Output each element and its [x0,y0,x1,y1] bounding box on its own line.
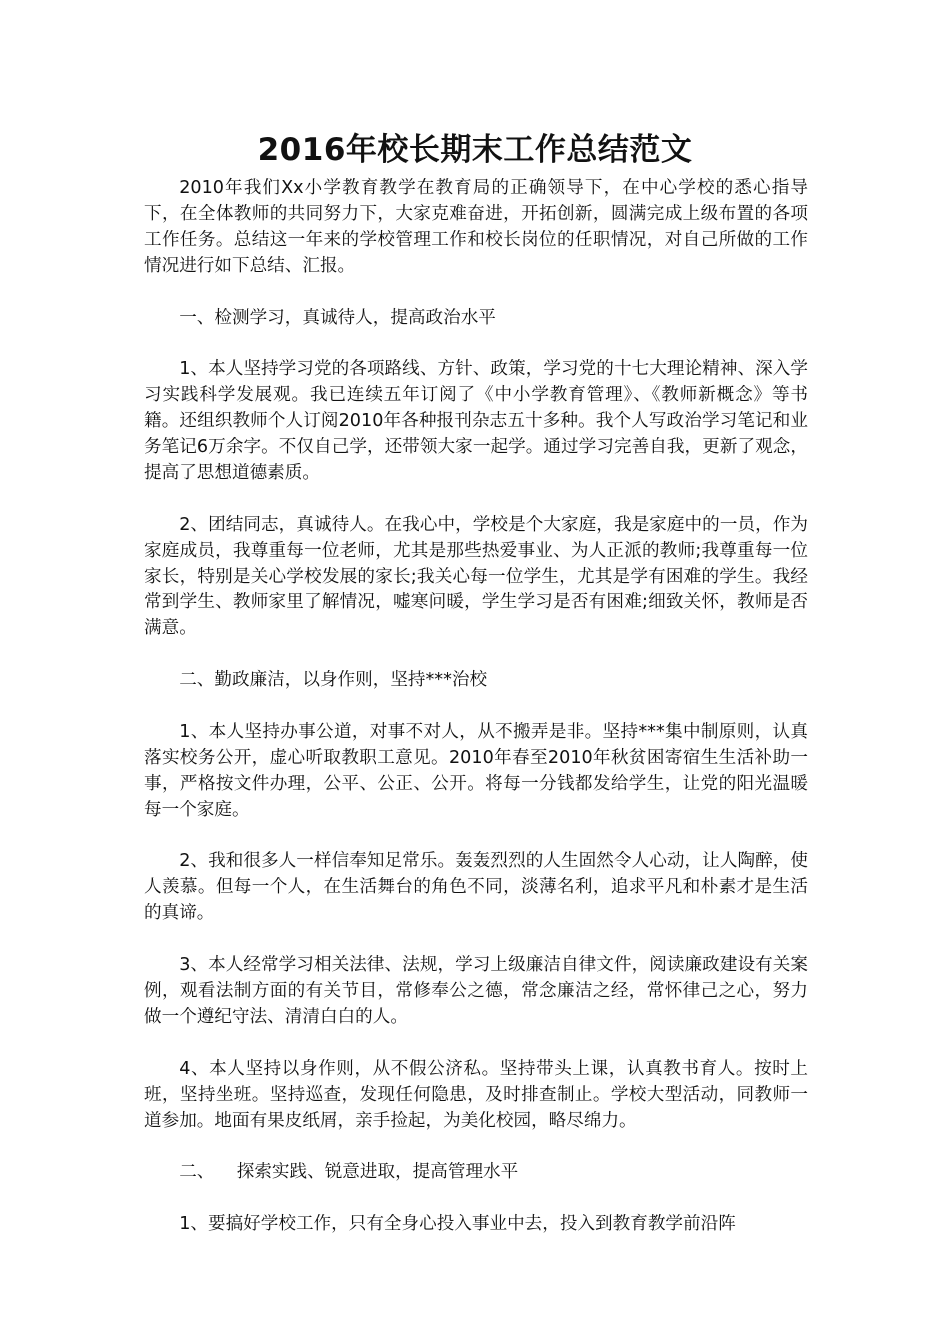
paragraph-gap [144,331,808,357]
paragraph-gap [144,487,808,513]
paragraph-gap [144,1031,808,1057]
document-body [144,176,808,1238]
intro-paragraph: 2010年我们Xx小学教育教学在教育局的正确领导下，在中心学校的悉心指导下，在全体教师的共同努力下，大家克难奋进，开拓创新，圆满完成上级布置的各项工作任务。总结这一年来的学校管理工作和校长岗位的任职情况，对自己所做的工作情况进行如下总结、汇报。 [144,178,808,276]
paragraph-gap [144,927,808,953]
document-title: 2016年校长期末工作总结范文 [257,132,693,168]
body-paragraph: 4、本人坚持以身作则，从不假公济私。坚持带头上课，认真教书育人。按时上班，坚持坐班。坚持巡查，发现任何隐患，及时排查制止。学校大型活动，同教师一道参加。地面有果皮纸屑，亲手捡起，为美化校园，略尽绵力。 [144,1058,808,1131]
body-paragraph: 1、本人坚持办事公道，对事不对人，从不搬弄是非。坚持***集中制原则，认真落实校务公开，虚心听取教职工意见。2010年春至2010年秋贫困寄宿生生活补助一事，严格按文件办理，公平、公正、公开。将每一分钱都发给学生，让党的阳光温暖每一个家庭。 [144,721,808,820]
body-paragraph: 1、本人坚持学习党的各项路线、方针、政策，学习党的十七大理论精神、深入学习实践科学发展观。我已连续五年订阅了《中小学教育管理》、《教师新概念》等书籍。还组织教师个人订阅2010年各种报刊杂志五十多种。我个人写政治学习笔记和业务笔记6万余字。不仅自己学，还带领大家一起学。通过学习完善自我，更新了观念，提高了思想道德素质。 [144,359,808,483]
body-paragraph: 3、本人经常学习相关法律、法规，学习上级廉洁自律文件，阅读廉政建设有关案例，观看法制方面的有关节目，常修奉公之德，常念廉洁之经，常怀律己之心，努力做一个遵纪守法、清清白白的人。 [144,955,808,1027]
paragraph-gap [144,694,808,720]
paragraph-gap [144,280,808,306]
body-paragraph: 1、要搞好学校工作，只有全身心投入事业中去，投入到教育教学前沿阵 [179,1214,736,1235]
section-heading-3: 二、 探索实践、锐意进取，提高管理水平 [179,1162,519,1183]
body-paragraph: 2、团结同志，真诚待人。在我心中，学校是个大家庭，我是家庭中的一员，作为家庭成员，我尊重每一位老师，尤其是那些热爱事业、为人正派的教师;我尊重每一位家长，特别是关心学校发展的家长;我关心每一位学生，尤其是学有困难的学生。我经常到学生、教师家里了解情况，嘘寒问暖，学生学习是否有困难;细致关怀，教师是否满意。 [144,514,808,639]
section-heading-1: 一、检测学习，真诚待人，提高政治水平 [179,307,496,328]
body-paragraph: 2、我和很多人一样信奉知足常乐。轰轰烈烈的人生固然令人心动，让人陶醉，使人羡慕。但每一个人，在生活舞台的角色不同，淡薄名利，追求平凡和朴素才是生活的真谛。 [144,851,808,924]
paragraph-gap [144,642,808,668]
paragraph-gap [144,1134,808,1160]
section-heading-2: 二、勤政廉洁，以身作则，坚持***治校 [179,670,488,691]
paragraph-gap [144,824,808,850]
paragraph-gap [144,1186,808,1212]
